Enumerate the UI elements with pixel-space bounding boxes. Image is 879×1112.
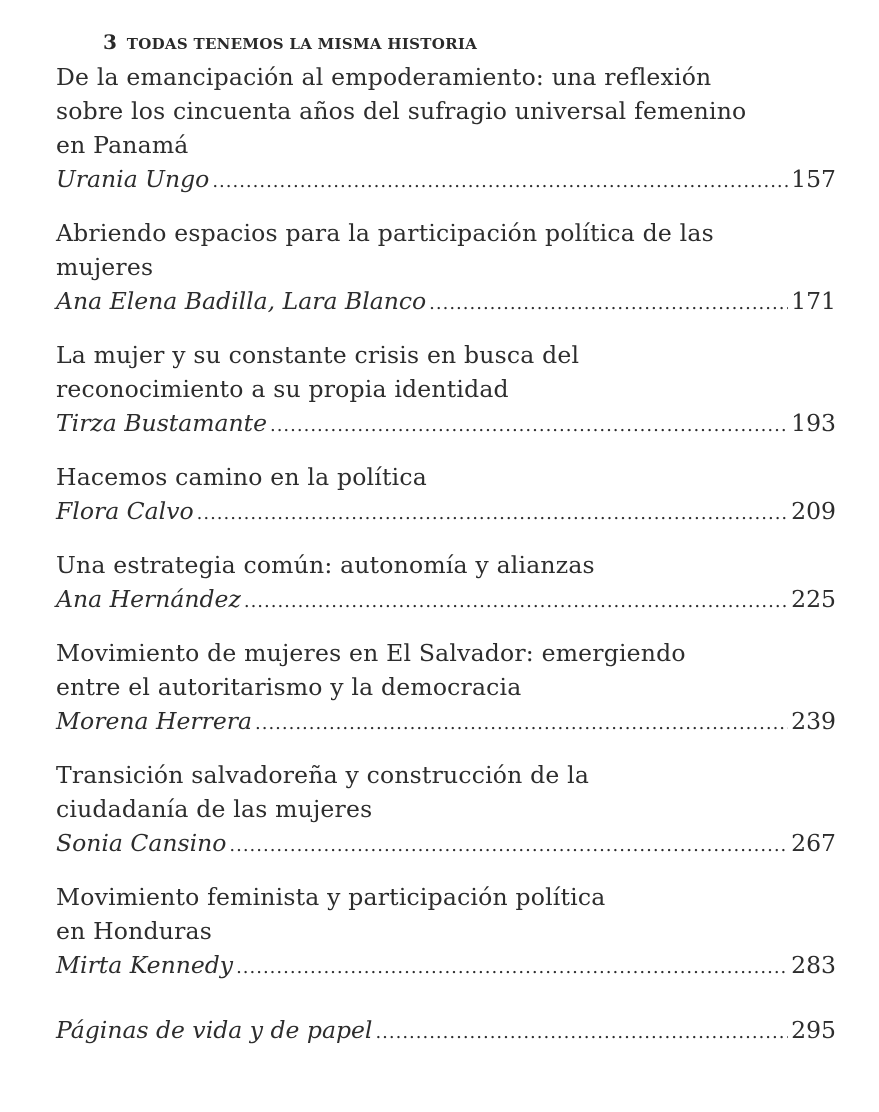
- toc-entry: [56, 338, 836, 443]
- entry-title-line: Una estrategia común: autonomía y alianzas: [56, 551, 595, 579]
- entry-author: Sonia Cansino: [56, 829, 227, 857]
- toc-entry: [56, 60, 836, 199]
- entry-title: [56, 548, 836, 582]
- entry-title: [56, 60, 836, 162]
- toc-entry: [56, 216, 836, 321]
- entry-title-line: Movimiento de mujeres en El Salvador: emergiendo: [56, 639, 686, 667]
- entry-page-number: 157: [791, 165, 836, 193]
- dot-leader: [197, 497, 789, 531]
- entry-author: Urania Ungo: [56, 165, 210, 193]
- toc-entry: [56, 758, 836, 863]
- section-number: 3: [103, 30, 118, 54]
- toc-entry: [56, 548, 836, 619]
- entry-title-line: Hacemos camino en la política: [56, 463, 427, 491]
- entry-author-line: [56, 704, 836, 741]
- entry-author: Mirta Kennedy: [56, 951, 234, 979]
- toc-entry: [56, 460, 836, 531]
- entry-title: [56, 338, 836, 406]
- entry-author: Morena Herrera: [56, 707, 252, 735]
- entry-page-number: 225: [791, 585, 836, 613]
- entry-page-number: 171: [791, 287, 836, 315]
- entry-title-line: en Panamá: [56, 131, 189, 159]
- entry-title-line: sobre los cincuenta años del sufragio universal femenino: [56, 97, 747, 125]
- entry-author-line: [56, 162, 836, 199]
- entry-title-line: Transición salvadoreña y construcción de la: [56, 761, 590, 789]
- entry-author-line: [56, 582, 836, 619]
- entry-author-line: [56, 826, 836, 863]
- entry-title: [56, 758, 836, 826]
- dot-leader: [255, 707, 788, 741]
- section-heading: [103, 30, 836, 54]
- dot-leader: [429, 287, 788, 321]
- dot-leader: [236, 951, 788, 985]
- entry-title-line: De la emancipación al empoderamiento: una reflexión: [56, 63, 712, 91]
- entry-title: [56, 636, 836, 704]
- entry-author: Ana Elena Badilla, Lara Blanco: [56, 287, 427, 315]
- entry-title-line: Abriendo espacios para la participación política de las: [56, 219, 714, 247]
- entry-author-line: [56, 284, 836, 321]
- entry-title-line: La mujer y su constante crisis en busca del: [56, 341, 580, 369]
- entry-title-line: en Honduras: [56, 917, 212, 945]
- entry-author: Ana Hernández: [56, 585, 241, 613]
- entry-author-line: [56, 406, 836, 443]
- section-title: TODAS TENEMOS LA MISMA HISTORIA: [126, 35, 478, 53]
- dot-leader: [270, 409, 788, 443]
- entry-title: [56, 216, 836, 284]
- entry-author: Tirza Bustamante: [56, 409, 267, 437]
- dot-leader: [212, 165, 788, 199]
- dot-leader: [244, 585, 788, 619]
- entry-title: [56, 460, 836, 494]
- entry-page-number: 267: [791, 829, 836, 857]
- entry-title-line: ciudadanía de las mujeres: [56, 795, 373, 823]
- entry-page-number: 283: [791, 951, 836, 979]
- entry-page-number: 209: [791, 497, 836, 525]
- toc-entry: [56, 636, 836, 741]
- entry-title-line: reconocimiento a su propia identidad: [56, 375, 509, 403]
- appendix-line: [56, 1013, 836, 1050]
- dot-leader: [375, 1016, 788, 1050]
- entry-title-line: mujeres: [56, 253, 154, 281]
- toc-entry: [56, 880, 836, 985]
- entry-author-line: [56, 494, 836, 531]
- entry-author: Flora Calvo: [56, 497, 194, 525]
- table-of-contents: [56, 30, 836, 1067]
- entry-title-line: entre el autoritarismo y la democracia: [56, 673, 522, 701]
- entry-author-line: [56, 948, 836, 985]
- entry-page-number: 193: [791, 409, 836, 437]
- entry-title-line: Movimiento feminista y participación política: [56, 883, 606, 911]
- dot-leader: [229, 829, 788, 863]
- toc-appendix-entry: [56, 1013, 836, 1050]
- appendix-title: Páginas de vida y de papel: [56, 1016, 373, 1044]
- entry-title: [56, 880, 836, 948]
- entry-page-number: 239: [791, 707, 836, 735]
- appendix-page-number: 295: [791, 1016, 836, 1044]
